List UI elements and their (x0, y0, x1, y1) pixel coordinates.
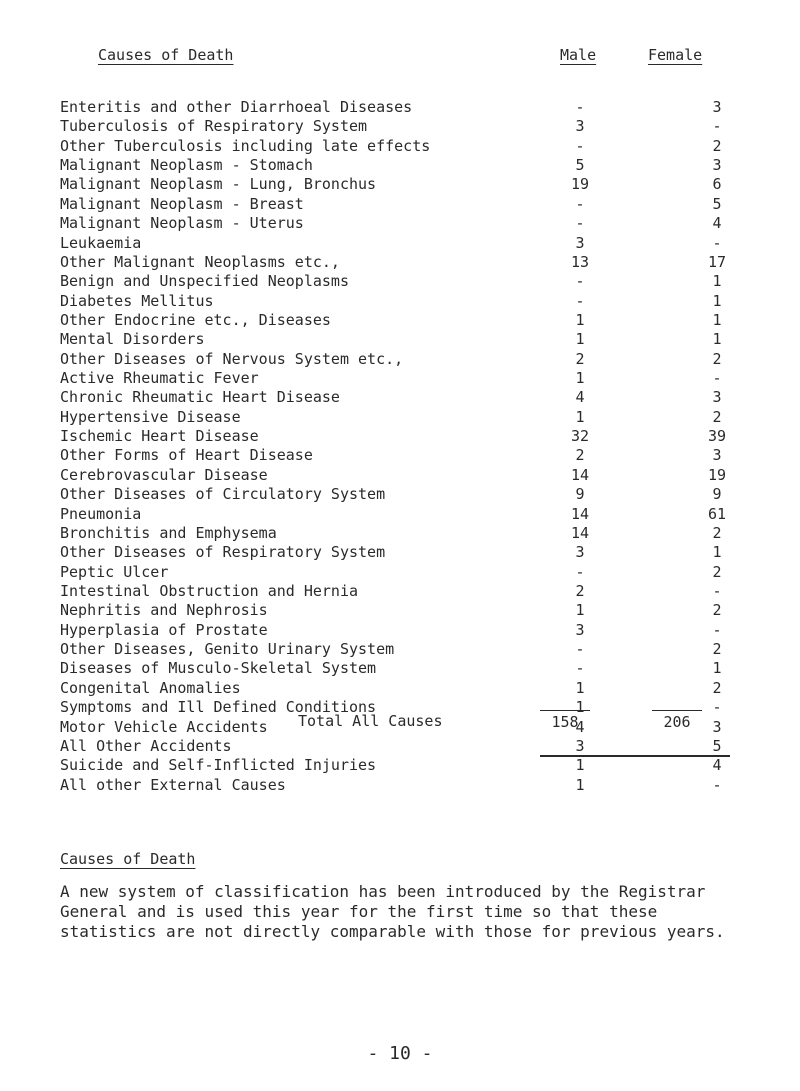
cause-cell: Other Tuberculosis including late effects (60, 136, 431, 155)
cause-cell: Leukaemia (60, 233, 142, 252)
male-cell: - (575, 562, 585, 581)
male-cell: 1 (575, 678, 585, 697)
table-row (60, 117, 760, 136)
cause-cell: Symptoms and Ill Defined Conditions (60, 698, 377, 717)
male-cell: 1 (575, 369, 585, 388)
female-cell: 2 (712, 136, 722, 155)
causes-table (60, 98, 760, 795)
female-cell: 39 (707, 427, 727, 446)
male-cell: 13 (570, 252, 590, 271)
cause-cell: Enteritis and other Diarrhoeal Diseases (60, 98, 413, 116)
total-female: 206 (652, 710, 702, 733)
female-cell: - (712, 369, 722, 388)
female-cell: 1 (712, 543, 722, 562)
female-cell: 3 (712, 388, 722, 407)
table-row (60, 640, 760, 659)
female-cell: 3 (712, 156, 722, 175)
male-cell: - (575, 214, 585, 233)
table-row (60, 582, 760, 601)
female-cell: 1 (712, 659, 722, 678)
cause-cell: Diseases of Musculo-Skeletal System (60, 659, 377, 678)
cause-cell: Pneumonia (60, 504, 142, 523)
cause-cell: Cerebrovascular Disease (60, 465, 268, 484)
female-cell: - (712, 117, 722, 136)
male-cell: 9 (575, 485, 585, 504)
female-cell: 2 (712, 349, 722, 368)
table-row (60, 388, 760, 407)
female-cell: - (712, 581, 722, 600)
total-row (0, 710, 800, 732)
cause-cell: Active Rheumatic Fever (60, 369, 259, 388)
male-cell: 2 (575, 349, 585, 368)
male-cell: 3 (575, 736, 585, 755)
cause-cell: Intestinal Obstruction and Hernia (60, 581, 359, 600)
cause-cell: Motor Vehicle Accidents (60, 717, 268, 736)
table-row (60, 369, 760, 388)
male-cell: 1 (575, 407, 585, 426)
female-cell: 3 (712, 446, 722, 465)
table-row (60, 272, 760, 291)
male-cell: 32 (570, 427, 590, 446)
cause-cell: All other External Causes (60, 775, 286, 794)
male-cell: 1 (575, 698, 585, 717)
cause-cell: Tuberculosis of Respiratory System (60, 117, 368, 136)
table-row (60, 311, 760, 330)
total-male: 158 (540, 710, 590, 733)
male-cell: 1 (575, 601, 585, 620)
female-cell: 2 (712, 523, 722, 542)
male-cell: 4 (575, 717, 585, 736)
total-label: Total All Causes (298, 712, 443, 730)
section-heading: Causes of Death (60, 850, 196, 868)
table-row (60, 175, 760, 194)
cause-cell: Malignant Neoplasm - Stomach (60, 156, 313, 175)
table-row (60, 524, 760, 543)
classification-note: A new system of classification has been introduced by the Registrar General and is used this year for the first time so that these statistics are not directly comparable with those for previous years. (60, 882, 725, 941)
cause-cell: Malignant Neoplasm - Uterus (60, 214, 304, 233)
cause-cell: Chronic Rheumatic Heart Disease (60, 388, 340, 407)
cause-cell: Congenital Anomalies (60, 678, 241, 697)
female-cell: 1 (712, 272, 722, 291)
female-cell: 1 (712, 291, 722, 310)
male-cell: 14 (570, 465, 590, 484)
cause-cell: Ischemic Heart Disease (60, 427, 259, 446)
female-cell: 5 (712, 194, 722, 213)
cause-cell: Other Malignant Neoplasms etc., (60, 252, 340, 271)
female-column-header: Female (648, 46, 703, 64)
cause-cell: Hyperplasia of Prostate (60, 620, 268, 639)
male-column-header: Male (560, 46, 597, 64)
table-row (60, 601, 760, 620)
table-row (60, 292, 760, 311)
male-cell: 3 (575, 233, 585, 252)
total-underline (540, 755, 730, 757)
table-row (60, 427, 760, 446)
table-row (60, 621, 760, 640)
female-cell: - (712, 233, 722, 252)
table-row (60, 253, 760, 272)
female-cell: 4 (712, 756, 722, 775)
female-cell: 17 (707, 252, 727, 271)
table-row (60, 679, 760, 698)
female-cell: - (712, 775, 722, 794)
male-cell: - (575, 272, 585, 291)
female-cell: 5 (712, 736, 722, 755)
female-cell: 4 (712, 214, 722, 233)
female-cell: 2 (712, 562, 722, 581)
table-header (0, 46, 800, 72)
male-cell: - (575, 659, 585, 678)
female-cell: - (712, 698, 722, 717)
male-cell: 19 (570, 175, 590, 194)
cause-cell: Other Diseases of Respiratory System (60, 543, 386, 562)
cause-cell: Other Diseases, Genito Urinary System (60, 640, 395, 659)
male-cell: - (575, 194, 585, 213)
table-row (60, 466, 760, 485)
male-cell: - (575, 136, 585, 155)
female-cell: 3 (712, 717, 722, 736)
female-cell: 1 (712, 310, 722, 329)
cause-cell: Other Diseases of Nervous System etc., (60, 349, 404, 368)
cause-cell: Nephritis and Nephrosis (60, 601, 268, 620)
cause-cell: Bronchitis and Emphysema (60, 523, 277, 542)
male-cell: - (575, 640, 585, 659)
female-cell: 61 (707, 504, 727, 523)
male-cell: 1 (575, 775, 585, 794)
male-cell: 5 (575, 156, 585, 175)
page-number: - 10 - (367, 1043, 433, 1064)
male-cell: 3 (575, 543, 585, 562)
female-cell: 2 (712, 407, 722, 426)
table-row (60, 659, 760, 678)
cause-cell: All Other Accidents (60, 736, 232, 755)
table-row (60, 98, 760, 117)
male-cell: 1 (575, 756, 585, 775)
table-row (60, 776, 760, 795)
table-row (60, 408, 760, 427)
cause-cell: Other Endocrine etc., Diseases (60, 310, 331, 329)
male-cell: 2 (575, 581, 585, 600)
cause-cell: Malignant Neoplasm - Breast (60, 194, 304, 213)
male-cell: 3 (575, 117, 585, 136)
male-cell: 14 (570, 504, 590, 523)
cause-cell: Diabetes Mellitus (60, 291, 214, 310)
table-row (60, 214, 760, 233)
table-row (60, 195, 760, 214)
male-cell: 14 (570, 523, 590, 542)
table-row (60, 505, 760, 524)
female-cell: 6 (712, 175, 722, 194)
table-row (60, 563, 760, 582)
male-cell: 4 (575, 388, 585, 407)
cause-cell: Malignant Neoplasm - Lung, Bronchus (60, 175, 377, 194)
female-cell: 3 (712, 98, 722, 116)
table-row (60, 156, 760, 175)
table-row (60, 330, 760, 349)
female-cell: 1 (712, 330, 722, 349)
female-cell: 2 (712, 601, 722, 620)
female-cell: 2 (712, 678, 722, 697)
cause-cell: Other Diseases of Circulatory System (60, 485, 386, 504)
male-cell: 1 (575, 310, 585, 329)
female-cell: 2 (712, 640, 722, 659)
female-cell: - (712, 620, 722, 639)
table-row (60, 446, 760, 465)
cause-cell: Mental Disorders (60, 330, 205, 349)
male-cell: - (575, 291, 585, 310)
table-row (60, 756, 760, 775)
cause-cell: Hypertensive Disease (60, 407, 241, 426)
female-cell: 9 (712, 485, 722, 504)
cause-cell: Benign and Unspecified Neoplasms (60, 272, 349, 291)
male-cell: 3 (575, 620, 585, 639)
table-row (60, 234, 760, 253)
cause-cell: Suicide and Self-Inflicted Injuries (60, 756, 377, 775)
male-cell: 2 (575, 446, 585, 465)
table-row (60, 543, 760, 562)
table-row (60, 350, 760, 369)
female-cell: 19 (707, 465, 727, 484)
causes-column-header: Causes of Death (98, 46, 234, 64)
table-row (60, 137, 760, 156)
table-row (60, 737, 760, 756)
table-row (60, 485, 760, 504)
cause-cell: Other Forms of Heart Disease (60, 446, 313, 465)
cause-cell: Peptic Ulcer (60, 562, 169, 581)
male-cell: - (575, 98, 585, 116)
male-cell: 1 (575, 330, 585, 349)
